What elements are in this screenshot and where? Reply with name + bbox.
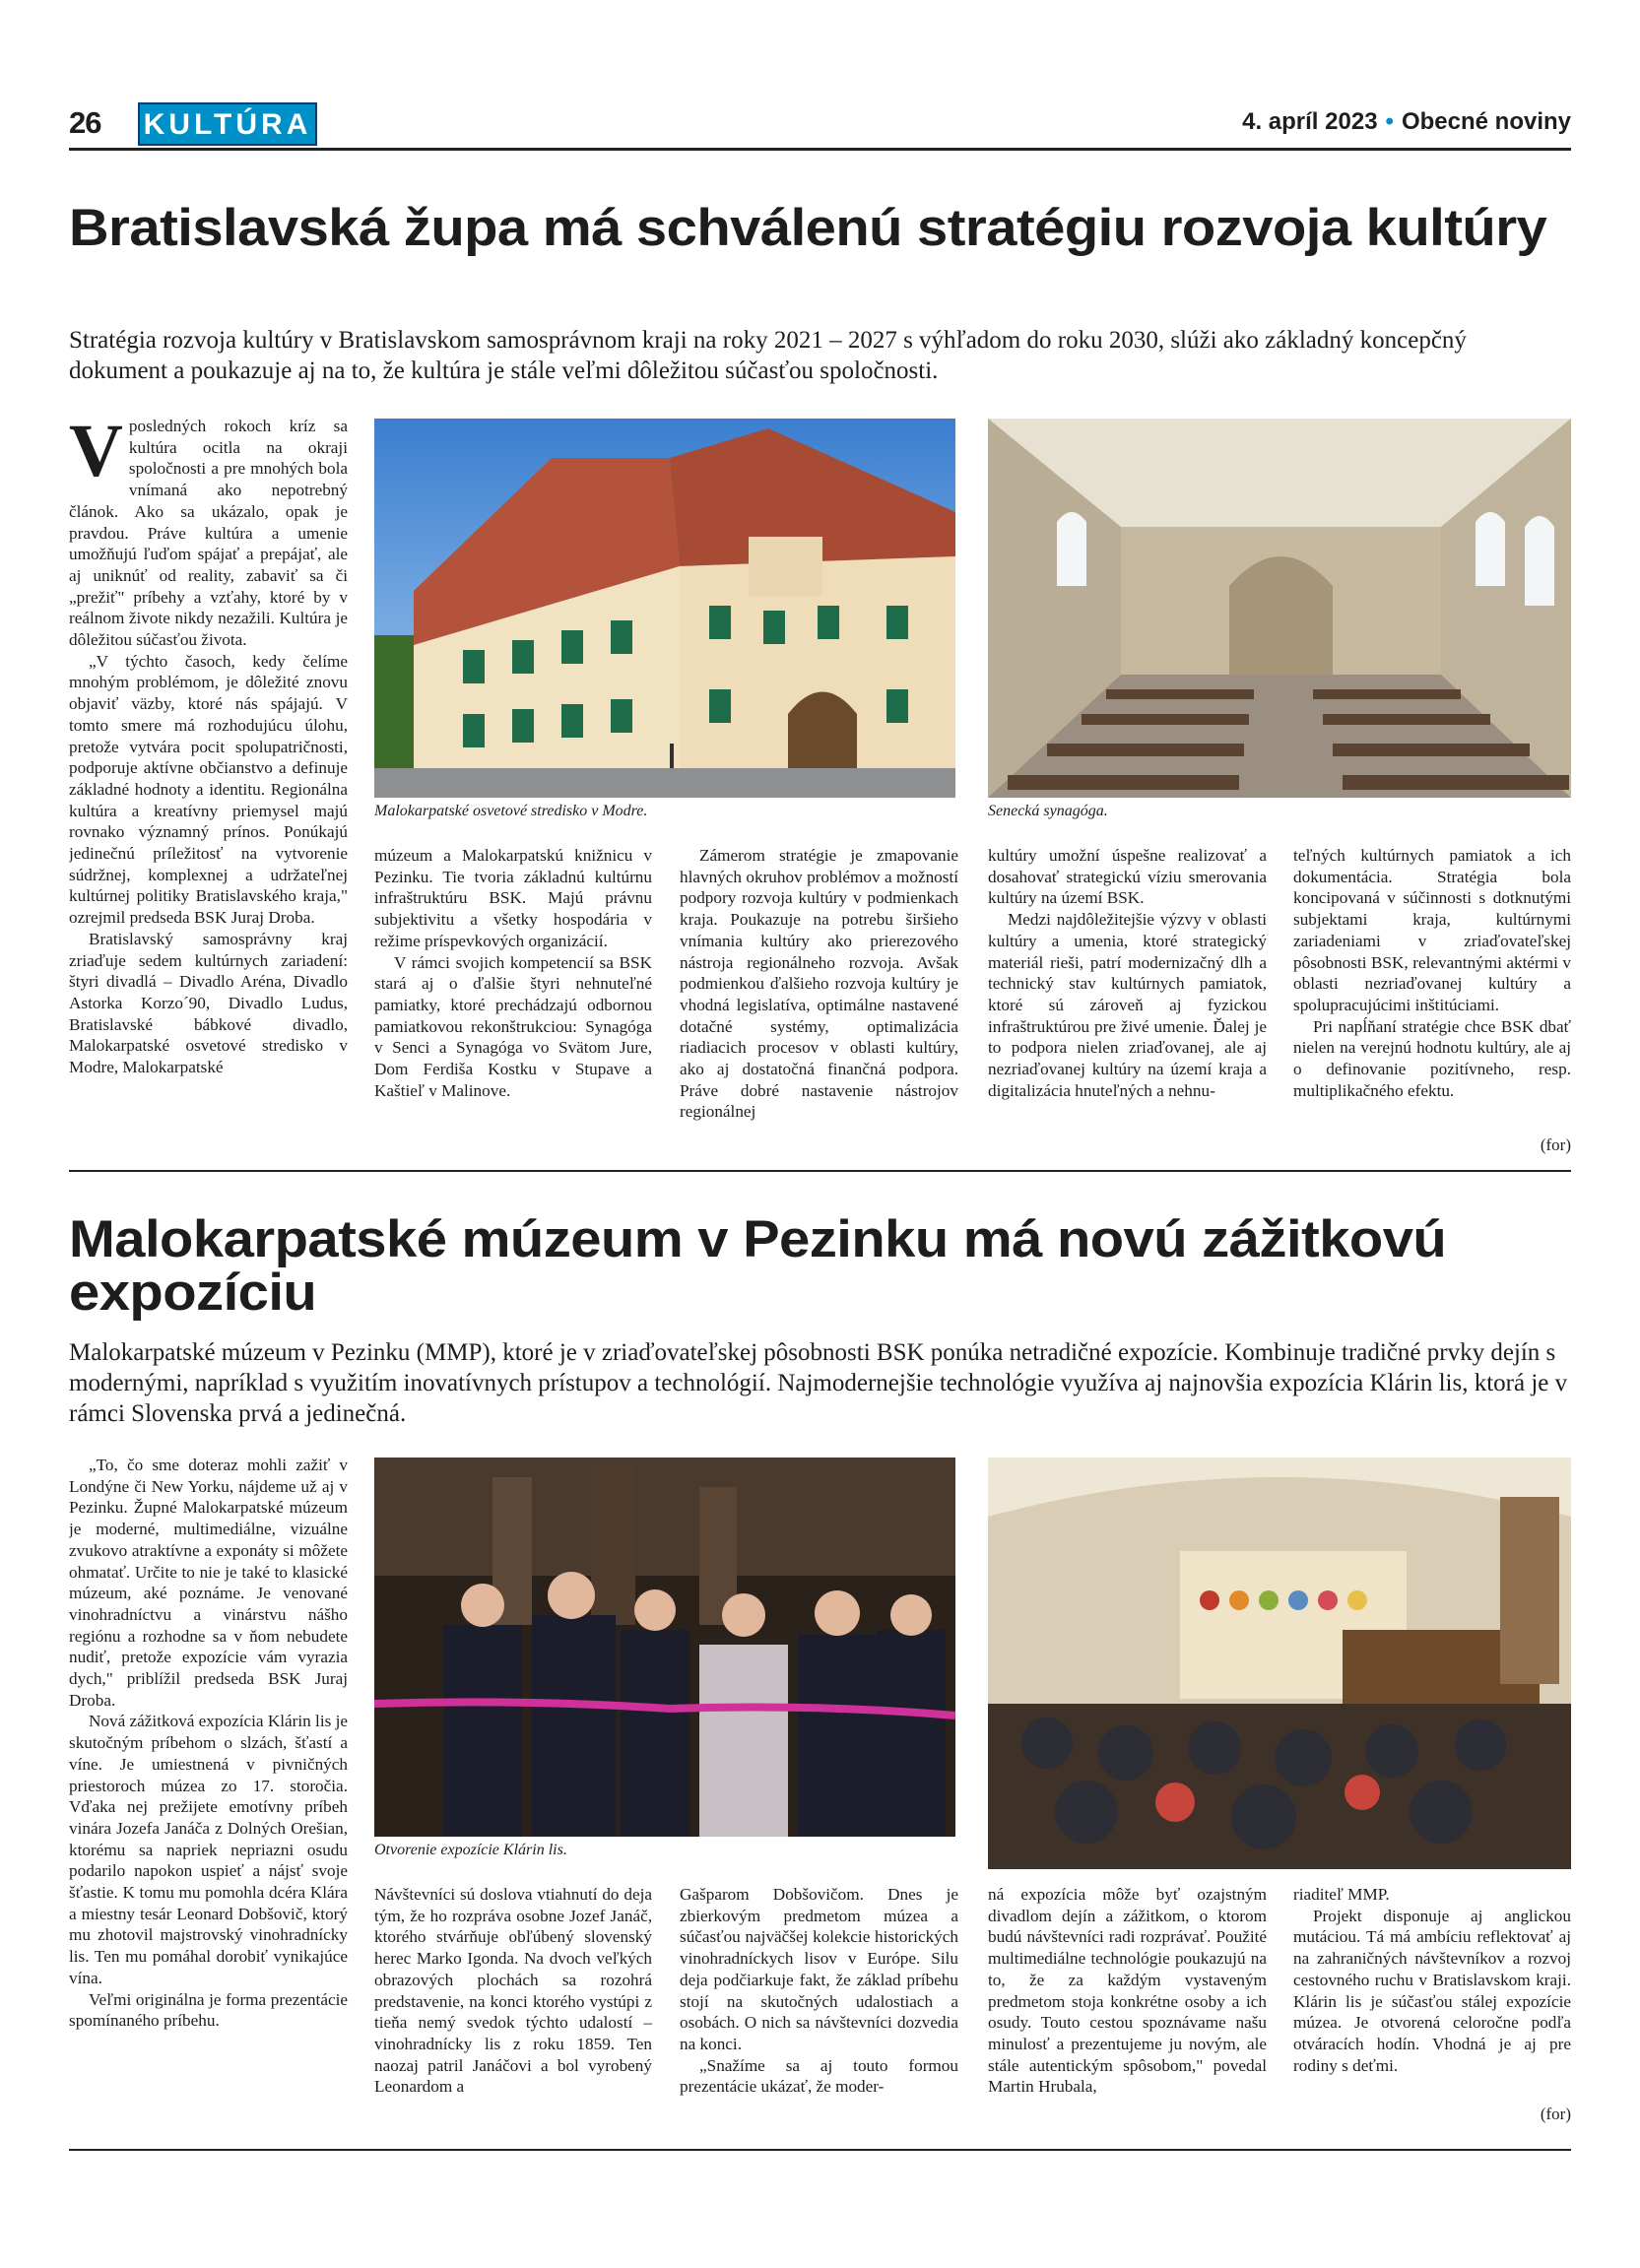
- article2-headline: Malokarpatské múzeum v Pezinku má novú zážitkovú expozíciu: [69, 1210, 1447, 1322]
- photo-modre-caption: Malokarpatské osvetové stredisko v Modre.: [374, 803, 648, 819]
- article2-column-2: [374, 1884, 652, 2135]
- section-tag: KULTÚRA: [138, 102, 317, 146]
- article2-paragraph: ná expozícia môže byť ozajstným divadlom dejín a zážitkom, o ktorom budú návštevníci radi rozprávať. Použité multimediálne technológie poukazujú na to, že za každým vystaveným predmetom stoja konkrétne osoby a ich osudy. Touto cestou spoznávame našu minulosť a prezentujeme ju novým, ale stále autentickým spôsobom," povedal Martin Hrubala,: [988, 1885, 1267, 2097]
- article1-column-1: [69, 416, 348, 1159]
- article2-column-1: [69, 1455, 348, 2134]
- article1-paragraph: V rámci svojich kompetencií sa BSK stará aj o ďalšie štyri nehnuteľné pamiatky, ktoré prechádzajú odbornou pamiatkovou rekonštrukciou: Synagóga v Senci a Synagóga vo Svätom Jure, Dom Ferdiša Kostku v Stupave a Kaštieľ v Malinove.: [374, 952, 652, 1100]
- article2-paragraph: Nová zážitková expozícia Klárin lis je skutočným príbehom o slzách, šťastí a víne. Je umiestnená v pivničných priestoroch múzea zo 17. storočia. Vďaka nej prežijete emotívny príbeh vinára Jozefa Janáča z Dolných Orešian, ktorému sa napriek nepriazni osudu podarilo napokon uspieť a nájsť svoje šťastie. K tomu mu pomohla dcéra Klára a miestny tesár Leonard Dobšovič, ktorý mu zhotovil majstrovský vinohradnícky lis. Ten mu pomáhal dorobiť vynikajúce vína.: [69, 1712, 348, 1987]
- article1-column-4: [988, 845, 1267, 1160]
- article2-signoff: (for): [1540, 2105, 1571, 2123]
- dateline: [1242, 108, 1571, 136]
- footer-rule: [69, 2149, 1571, 2151]
- article1-paragraph: posledných rokoch kríz sa kultúra ocitla na okraji spoločnosti a pre mnohých bola vnímaná ako nepotrebný článok. Ako sa ukázalo, opak je pravdou. Práve kultúra a umenie umožňujú ľuďom spájať a prepájať, ale aj uniknúť od reality, zabaviť sa či „prežiť" príbehy a vzťahy, ktoré by v reálnom živote nikdy nezažili. Kultúra je dôležitou súčasťou života.: [69, 417, 348, 650]
- article2-paragraph: Gašparom Dobšovičom. Dnes je zbierkovým predmetom múzea a súčasťou najväčšej kolekcie historických vinohradníckych lisov v Európe. Silu deja podčiarkuje fakt, že základ príbehu stojí na skutočných udalostiach a osobách. O nich sa návštevníci dozvedia na konci.: [680, 1885, 958, 2053]
- page-number: 26: [69, 105, 101, 140]
- publication-name: Obecné noviny: [1401, 108, 1571, 135]
- article-divider: [69, 1170, 1571, 1172]
- article1-column-2: [374, 845, 652, 1160]
- header-rule: [69, 148, 1571, 151]
- article1-paragraph: Medzi najdôležitejšie výzvy v oblasti kultúry a umenia, ktoré strategický materiál rieši, patrí modernizačný dlh a technický stav kultúrnych pamiatok, ktoré sú zároveň aj fyzickou infraštruktúrou pre živé umenie. Ďalej je to podpora nielen zriaďovanej, ale aj nezriaďovanej kultúry na území kraja a digitalizácia hnuteľných a nehnu-: [988, 910, 1267, 1100]
- photo-opening-ceremony: [374, 1458, 955, 1837]
- article2-column-5: [1293, 1884, 1571, 2101]
- article1-column-5: [1293, 845, 1571, 1135]
- article1-paragraph: teľných kultúrnych pamiatok a ich dokumentácia. Stratégia bola koncipovaná v súčinnosti s dotknutými subjektami kraja, kultúrnymi zariadeniami v zriaďovateľskej pôsobnosti BSK, relevantnými aktérmi v oblasti nezriaďovanej kultúry a spolupracujúcimi inštitúciami.: [1293, 846, 1571, 1014]
- article2-lead: Malokarpatské múzeum v Pezinku (MMP), ktoré je v zriaďovateľskej pôsobnosti BSK ponúka netradičné expozície. Kombinuje tradičné prvky dejín s modernými, napríklad s využitím inovatívnych prístupov a technológií. Najmodernejšie technológie využíva aj najnovšia expozícia Klárin lis, ktorá je v rámci Slovenska prvá a jedinečná.: [69, 1339, 1568, 1427]
- article1-paragraph: kultúry umožní úspešne realizovať a dosahovať strategickú víziu smerovania kultúry na území BSK.: [988, 846, 1267, 908]
- article2-paragraph: Veľmi originálna je forma prezentácie spomínaného príbehu.: [69, 1989, 348, 2031]
- article2-paragraph: „Snažíme sa aj touto formou prezentácie ukázať, že moder-: [680, 2055, 958, 2097]
- photo-senec-synagogue: [988, 419, 1571, 798]
- article1-paragraph: Pri napĺňaní stratégie chce BSK dbať nielen na verejnú hodnotu kultúry, ale aj o definovanie pozitívneho, resp. multiplikačného efektu.: [1293, 1016, 1571, 1100]
- article1-paragraph: Zámerom stratégie je zmapovanie hlavných okruhov problémov a možností podpory rozvoja kultúry v podmienkach kraja. Poukazuje na potrebu širšieho vnímania kultúry ako prierezového nástroja regionálneho rozvoja. Avšak podmienkou ďalšieho rozvoja kultúry je vhodná legislatíva, optimálne nastavené dotačné systémy, optimalizácia riadiacich procesov v oblasti kultúry, ako aj dostatočná finančná podpora. Práve dobré nastavenie nástrojov regionálnej: [680, 846, 958, 1122]
- article1-paragraph: múzeum a Malokarpatskú knižnicu v Pezinku. Tie tvoria základnú kultúrnu infraštruktúru BSK. Majú právnu subjektivitu a všetky hospodária v režime príspevkových organizácií.: [374, 846, 652, 950]
- photo-opening-caption: Otvorenie expozície Klárin lis.: [374, 1842, 567, 1858]
- article1-signoff: (for): [1540, 1135, 1571, 1154]
- photo-modre-building: [374, 419, 955, 798]
- article1-paragraph: Bratislavský samosprávny kraj zriaďuje sedem kultúrnych zariadení: štyri divadlá – Divadlo Aréna, Divadlo Astorka Korzo´90, Divadlo Ludus, Bratislavské bábkové divadlo, Malokarpatské osvetové stredisko v Modre, Malokarpatské: [69, 929, 348, 1077]
- photo-cellar-audience: [988, 1458, 1571, 1869]
- article2-paragraph: „To, čo sme doteraz mohli zažiť v Londýne či New Yorku, nájdeme už aj v Pezinku. Župné Malokarpatské múzeum je moderné, multimediálne, vizuálne zvukovo atraktívne a exponáty si môžete ohmatať. Určite to nie je také to klasické múzeum, aké poznáme. Je venované vinohradníctvu a vinárstvu nášho regiónu a rozhodne sa v ňom nebudete nudiť, pretože expozície vám vyrazia dych," priblížil predseda BSK Juraj Droba.: [69, 1456, 348, 1710]
- article1-lead: Stratégia rozvoja kultúry v Bratislavskom samosprávnom kraji na roky 2021 – 2027 s výhľadom do roku 2030, slúži ako základný koncepčný dokument a poukazuje aj na to, že kultúra je stále veľmi dôležitou súčasťou spoločnosti.: [69, 327, 1467, 384]
- article1-dropcap: V: [69, 416, 123, 492]
- issue-date: 4. apríl 2023: [1242, 108, 1378, 135]
- separator-dot: •: [1385, 108, 1394, 135]
- article2-paragraph: Návštevníci sú doslova vtiahnutí do deja tým, že ho rozpráva osobne Jozef Janáč, ktorého stvárňuje obľúbený slovenský herec Marko Igonda. Na dvoch veľkých obrazových plochách sa rozohrá predstavenie, na konci ktorého vystúpi z tieňa nemý svedok týchto udalostí – vinohradnícky lis z roku 1859. Ten naozaj patril Janáčovi a bol vyrobený Leonardom a: [374, 1885, 652, 2097]
- article1-headline: Bratislavská župa má schválenú stratégiu rozvoja kultúry: [69, 199, 1547, 257]
- article1-column-3: [680, 845, 958, 1160]
- article2-column-3: [680, 1884, 958, 2135]
- article2-column-4: [988, 1884, 1267, 2135]
- photo-senec-caption: Senecká synagóga.: [988, 803, 1108, 819]
- article2-paragraph: Projekt disponuje aj anglickou mutáciou. Tá má ambíciu reflektovať aj na zahraničných návštevníkov a rozvoj cestovného ruchu v Bratislavskom kraji. Klárin lis je súčasťou stálej expozície múzea. Je otvorená celoročne podľa otváracích hodín. Vhodná je aj pre rodiny s deťmi.: [1293, 1906, 1571, 2075]
- article1-paragraph: „V týchto časoch, kedy čelíme mnohým problémom, je dôležité znovu objaviť väzby, ktoré nás spájajú. V tomto smere má rozhodujúcu úlohu, pretože vytvára pocit spolupatričnosti, podporuje aktívne občianstvo a definuje základné hodnoty a identitu. Regionálna kultúra a kreatívny priemysel majú rovnako významný prínos. Ponúkajú jedinečnú príležitosť na vytvorenie súdržnej, komplexnej a udržateľnej kultúrnej politiky Bratislavského kraja," ozrejmil predseda BSK Juraj Droba.: [69, 651, 348, 928]
- article2-paragraph: riaditeľ MMP.: [1293, 1885, 1390, 1904]
